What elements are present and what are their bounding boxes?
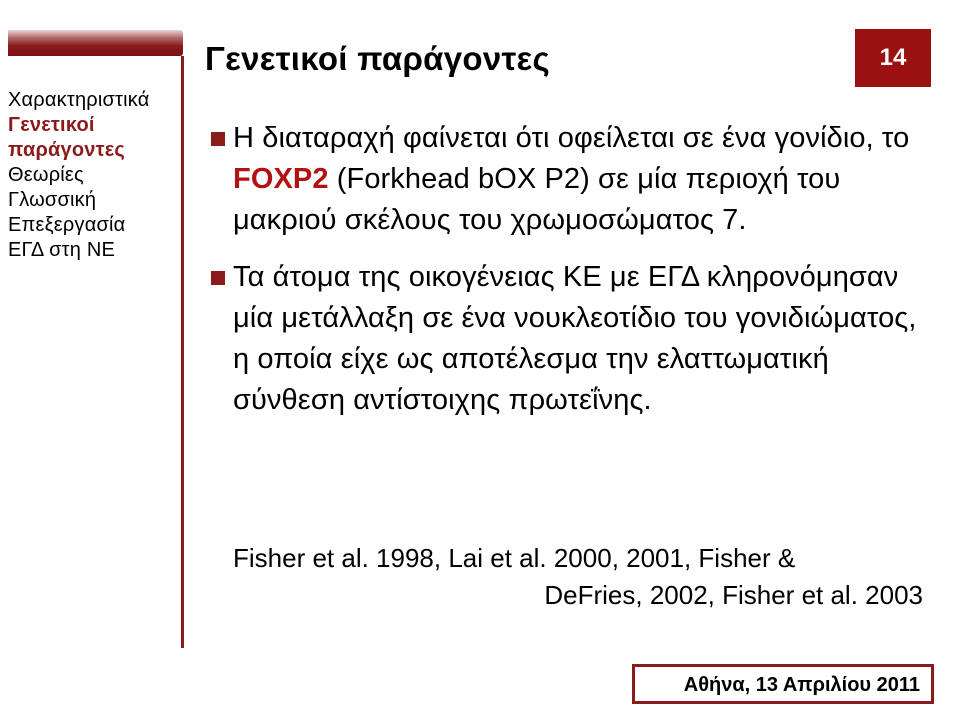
citation-line: Fisher et al. 1998, Lai et al. 2000, 2001, Fisher & — [233, 543, 796, 573]
sidebar-divider — [181, 56, 184, 648]
gene-highlight: FOXP2 — [233, 163, 329, 195]
citation-line: DeFries, 2002, Fisher et al. 2003 — [544, 580, 923, 610]
sidebar-item-characteristics[interactable]: Χαρακτηριστικά — [8, 89, 150, 111]
sidebar-item-theories[interactable]: Θεωρίες — [8, 164, 84, 186]
page-number-badge — [855, 29, 931, 87]
sidebar-item-language[interactable]: Γλωσσική — [8, 189, 97, 211]
sidebar-item-genetic-factors[interactable]: Γενετικοί — [8, 114, 95, 136]
sidebar-item-genetic-factors-cont[interactable]: παράγοντες — [8, 139, 125, 161]
bullet-square-icon — [211, 132, 225, 146]
page-number: 14 — [879, 44, 907, 71]
bullet-text-part: Η διαταραχή φαίνεται ότι οφείλεται σε ένα γονίδιο, το — [233, 122, 910, 154]
bullet-item — [205, 257, 925, 421]
citation — [233, 540, 923, 614]
slide-title: Γενετικοί παράγοντες — [205, 40, 550, 77]
sidebar-item-sli-greek[interactable]: ΕΓΔ στη ΝΕ — [8, 239, 116, 261]
bullet-item — [205, 118, 925, 241]
sidebar-item-processing[interactable]: Επεξεργασία — [8, 214, 126, 236]
bullet-square-icon — [211, 271, 225, 285]
slide-body — [205, 118, 925, 437]
footer-date: Αθήνα, 13 Απριλίου 2011 — [683, 674, 920, 696]
header-accent-bar — [8, 30, 183, 56]
bullet-text-part: (Forkhead bOX P2) σε μία περιοχή του μακριού σκέλους του χρωμοσώματος 7. — [233, 163, 841, 236]
bullet-text: Τα άτομα της οικογένειας ΚΕ με ΕΓΔ κληρονόμησαν μία μετάλλαξη σε ένα νουκλεοτίδιο του γονιδιώματος, η οποία είχε ως αποτέλεσμα την ελαττωματική σύνθεση αντίστοιχης πρωτεΐνης. — [233, 261, 917, 416]
sidebar-nav — [8, 88, 180, 263]
